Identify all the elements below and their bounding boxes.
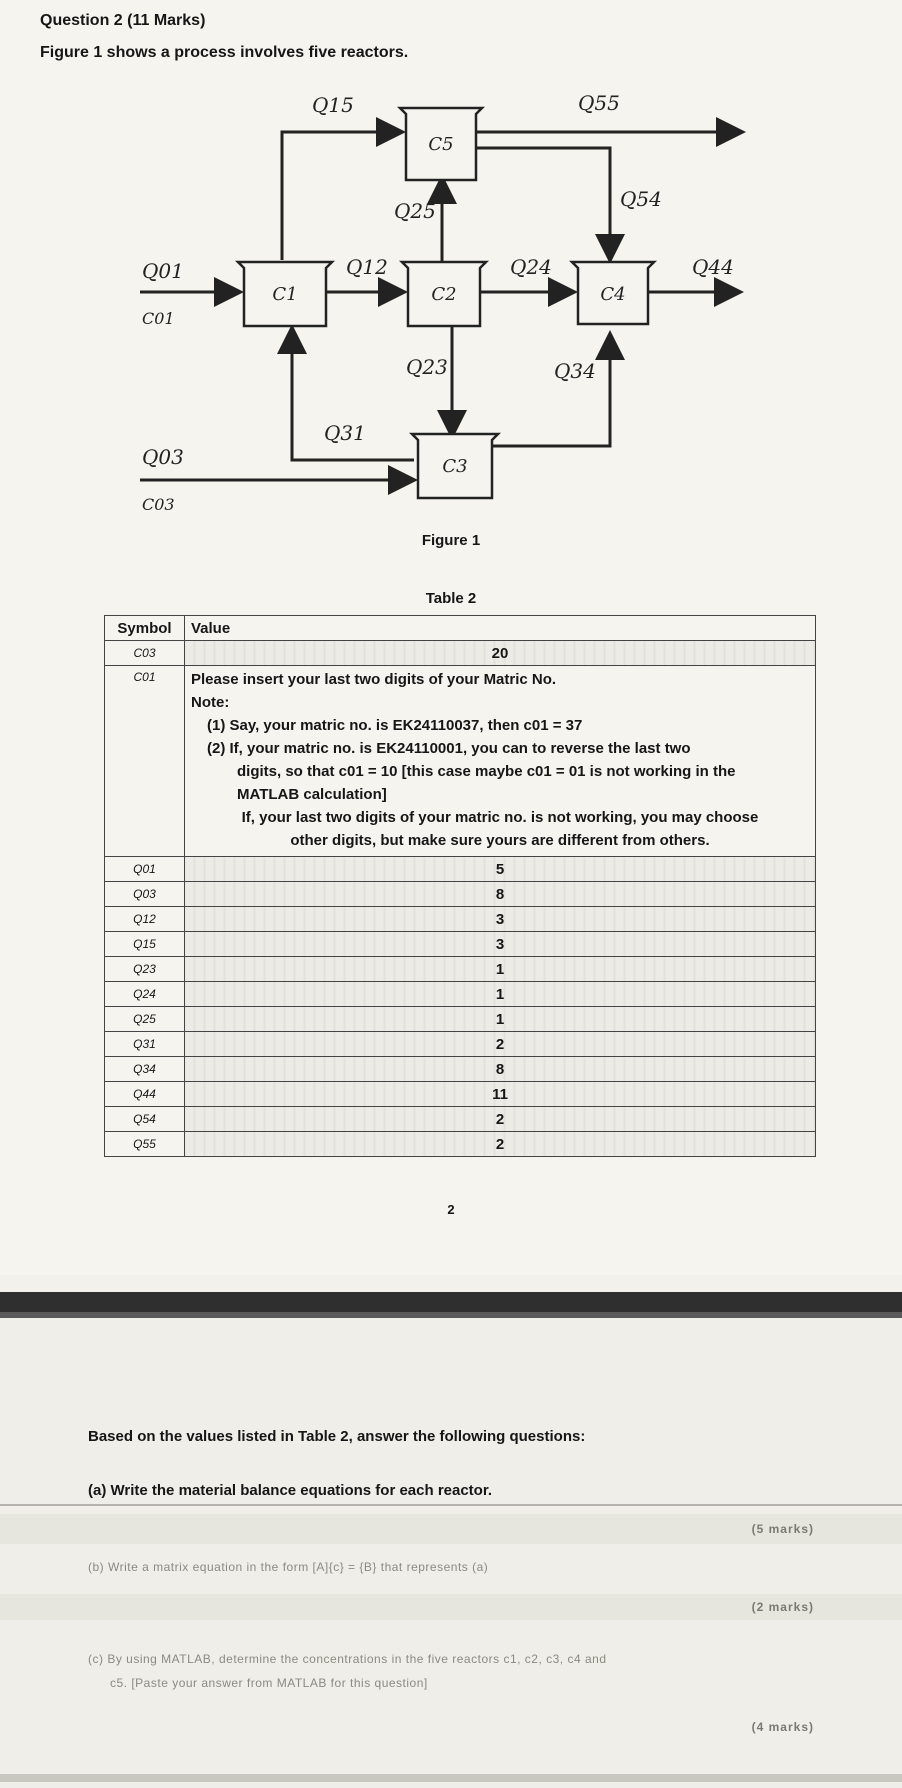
row-value: 20: [185, 641, 816, 666]
table-row: [105, 1032, 816, 1057]
row-symbol: Q25: [105, 1007, 185, 1032]
table-row: [105, 932, 816, 957]
table-row: [105, 857, 816, 882]
feed-c01-label: C01: [142, 309, 175, 328]
reactor-c3-label: C3: [442, 456, 468, 477]
note-line: If, your last two digits of your matric no. is not working, you may choose: [241, 809, 759, 826]
row-symbol: Q54: [105, 1107, 185, 1132]
row-symbol: C01: [105, 666, 185, 857]
row-symbol: Q12: [105, 907, 185, 932]
table-row: [105, 957, 816, 982]
row-value: 1: [185, 982, 816, 1007]
flow-q03-label: Q03: [142, 445, 184, 469]
flow-q23-label: Q23: [406, 355, 448, 379]
values-table: [104, 615, 816, 1157]
matric-note: [185, 666, 816, 857]
row-symbol: Q31: [105, 1032, 185, 1057]
note-line: (2) If, your matric no. is EK24110001, you can to reverse the last two: [207, 740, 691, 757]
row-symbol: Q03: [105, 882, 185, 907]
flow-rate-rows: [105, 857, 816, 1157]
reactor-c2-label: C2: [431, 284, 457, 305]
row-value: 3: [185, 932, 816, 957]
table-row: [105, 1007, 816, 1032]
page2-intro: Based on the values listed in Table 2, answer the following questions:: [88, 1428, 586, 1445]
flow-q55-label: Q55: [578, 91, 620, 115]
row-value: 3: [185, 907, 816, 932]
row-value: 11: [185, 1082, 816, 1107]
table-row: [105, 882, 816, 907]
row-value: 8: [185, 882, 816, 907]
page-number: 2: [447, 1202, 455, 1217]
page-divider: [0, 1292, 902, 1312]
table-row: [105, 907, 816, 932]
row-value: 1: [185, 957, 816, 982]
row-symbol: Q24: [105, 982, 185, 1007]
reactor-c4-label: C4: [600, 284, 626, 305]
row-symbol: Q55: [105, 1132, 185, 1157]
row-symbol: Q23: [105, 957, 185, 982]
row-symbol: Q01: [105, 857, 185, 882]
note-line: (1) Say, your matric no. is EK24110037, then c01 = 37: [207, 717, 583, 734]
row-value: 2: [185, 1132, 816, 1157]
page-2: [0, 1318, 902, 1788]
table-row-note: [105, 666, 816, 857]
note-line: digits, so that c01 = 10 [this case maybe c01 = 01 is not working in the: [237, 763, 736, 780]
part-a-question: (a) Write the material balance equations for each reactor.: [88, 1482, 493, 1499]
row-symbol: Q34: [105, 1057, 185, 1082]
row-value: 5: [185, 857, 816, 882]
note-line: Note:: [191, 694, 230, 711]
part-b-marks: (2 marks): [751, 1600, 814, 1614]
row-value: 1: [185, 1007, 816, 1032]
row-symbol: Q15: [105, 932, 185, 957]
bottom-rule: [0, 1774, 902, 1782]
header-value: Value: [185, 616, 816, 641]
reactor-c5-label: C5: [428, 134, 454, 155]
row-symbol: Q44: [105, 1082, 185, 1107]
reactor-process-diagram: [120, 88, 760, 528]
part-a-marks: (5 marks): [751, 1522, 814, 1536]
flow-q24-label: Q24: [510, 255, 552, 279]
table-row: [105, 1057, 816, 1082]
table-row: [105, 982, 816, 1007]
part-c-question-line1: (c) By using MATLAB, determine the concentrations in the five reactors c1, c2, c3, c4 and: [88, 1652, 607, 1666]
question-intro: Figure 1 shows a process involves five reactors.: [40, 44, 409, 61]
table-row: [105, 1107, 816, 1132]
table-row: [105, 1082, 816, 1107]
flow-q34-line: [492, 336, 610, 446]
figure-caption: Figure 1: [421, 532, 481, 549]
flow-q15-label: Q15: [312, 93, 354, 117]
row-value: 2: [185, 1107, 816, 1132]
part-a-rule: [0, 1504, 902, 1506]
row-value: 2: [185, 1032, 816, 1057]
flow-q44-label: Q44: [692, 255, 734, 279]
flow-q01-label: Q01: [142, 259, 184, 283]
table-caption: Table 2: [425, 590, 477, 607]
table-row: [105, 641, 816, 666]
table-header-row: [105, 616, 816, 641]
reactor-c1-label: C1: [272, 284, 298, 305]
header-symbol: Symbol: [105, 616, 185, 641]
note-line: Please insert your last two digits of your Matric No.: [191, 671, 557, 688]
flow-q54-line: [476, 148, 610, 258]
note-line: other digits, but make sure yours are different from others.: [290, 832, 710, 849]
flow-q12-label: Q12: [346, 255, 388, 279]
flow-q34-label: Q34: [554, 359, 596, 383]
flow-q54-label: Q54: [620, 187, 662, 211]
flow-q15-line: [282, 132, 400, 260]
part-c-marks: (4 marks): [751, 1720, 814, 1734]
part-c-question-line2: c5. [Paste your answer from MATLAB for this question]: [110, 1676, 428, 1690]
flow-q31-label: Q31: [324, 421, 366, 445]
flow-q25-label: Q25: [394, 199, 436, 223]
question-title: Question 2 (11 Marks): [40, 12, 206, 29]
row-symbol: C03: [105, 641, 185, 666]
part-b-question: (b) Write a matrix equation in the form [A]{c} = {B} that represents (a): [88, 1560, 489, 1574]
feed-c03-label: C03: [142, 495, 175, 514]
row-value: 8: [185, 1057, 816, 1082]
table-row: [105, 1132, 816, 1157]
note-line: MATLAB calculation]: [237, 786, 387, 803]
